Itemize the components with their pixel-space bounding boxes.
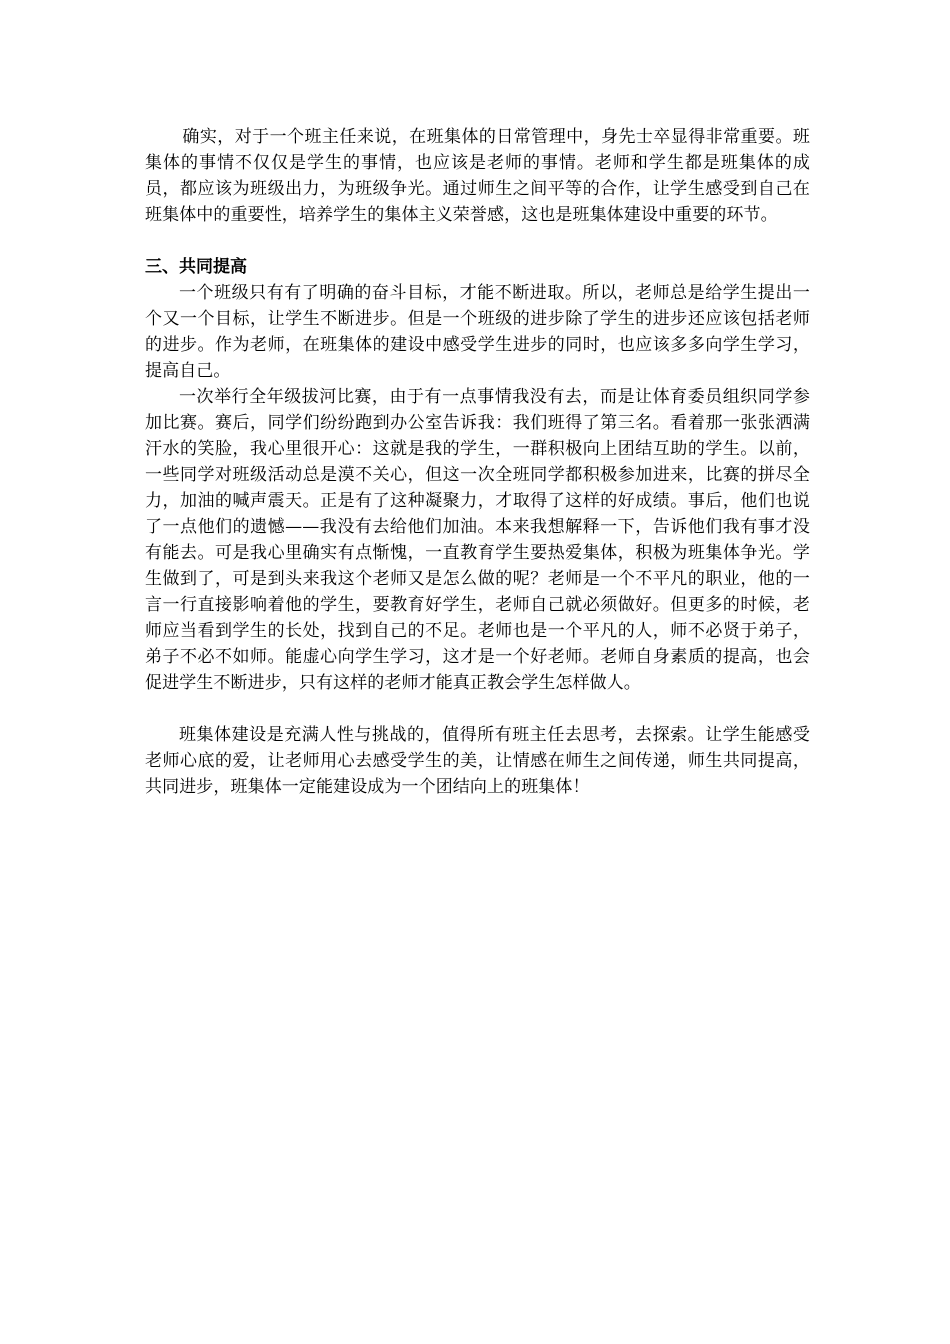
- paragraph-spacer: [145, 696, 810, 722]
- paragraph: 确实，对于一个班主任来说，在班集体的日常管理中，身先士卒显得非常重要。班集体的事情不仅仅是学生的事情，也应该是老师的事情。老师和学生都是班集体的成员，都应该为班级出力，为班级争光。通过师生之间平等的合作，让学生感受到自己在班集体中的重要性，培养学生的集体主义荣誉感，这也是班集体建设中重要的环节。: [145, 127, 810, 225]
- paragraph: 一次举行全年级拔河比赛，由于有一点事情我没有去，而是让体育委员组织同学参加比赛。赛后，同学们纷纷跑到办公室告诉我：我们班得了第三名。看着那一张张洒满汗水的笑脸，我心里很开心：这就是我的学生，一群积极向上团结互助的学生。以前，一些同学对班级活动总是漠不关心，但这一次全班同学都积极参加进来，比赛的拼尽全力，加油的喊声震天。正是有了这种凝聚力，才取得了这样的好成绩。事后，他们也说了一点他们的遗憾——我没有去给他们加油。本来我想解释一下，告诉他们我有事才没有能去。可是我心里确实有点惭愧，一直教育学生要热爱集体，积极为班集体争光。学生做到了，可是到头来我这个老师又是怎么做的呢？老师是一个不平凡的职业，他的一言一行直接影响着他的学生，要教育好学生，老师自己就必须做好。但更多的时候，老师应当看到学生的长处，找到自己的不足。老师也是一个平凡的人，师不必贤于弟子，弟子不必不如师。能虚心向学生学习，这才是一个好老师。老师自身素质的提高，也会促进学生不断进步，只有这样的老师才能真正教会学生怎样做人。: [145, 387, 810, 693]
- paragraph: 一个班级只有有了明确的奋斗目标，才能不断进取。所以，老师总是给学生提出一个又一个目标，让学生不断进步。但是一个班级的进步除了学生的进步还应该包括老师的进步。作为老师，在班集体的建设中感受学生进步的同时，也应该多多向学生学习，提高自己。: [145, 283, 810, 381]
- document-body: [145, 124, 810, 800]
- section-heading: 三、共同提高: [145, 257, 247, 277]
- paragraph: 班集体建设是充满人性与挑战的，值得所有班主任去思考，去探索。让学生能感受老师心底的爱，让老师用心去感受学生的美，让情感在师生之间传递，师生共同提高，共同进步，班集体一定能建设成为一个团结向上的班集体！: [145, 725, 810, 797]
